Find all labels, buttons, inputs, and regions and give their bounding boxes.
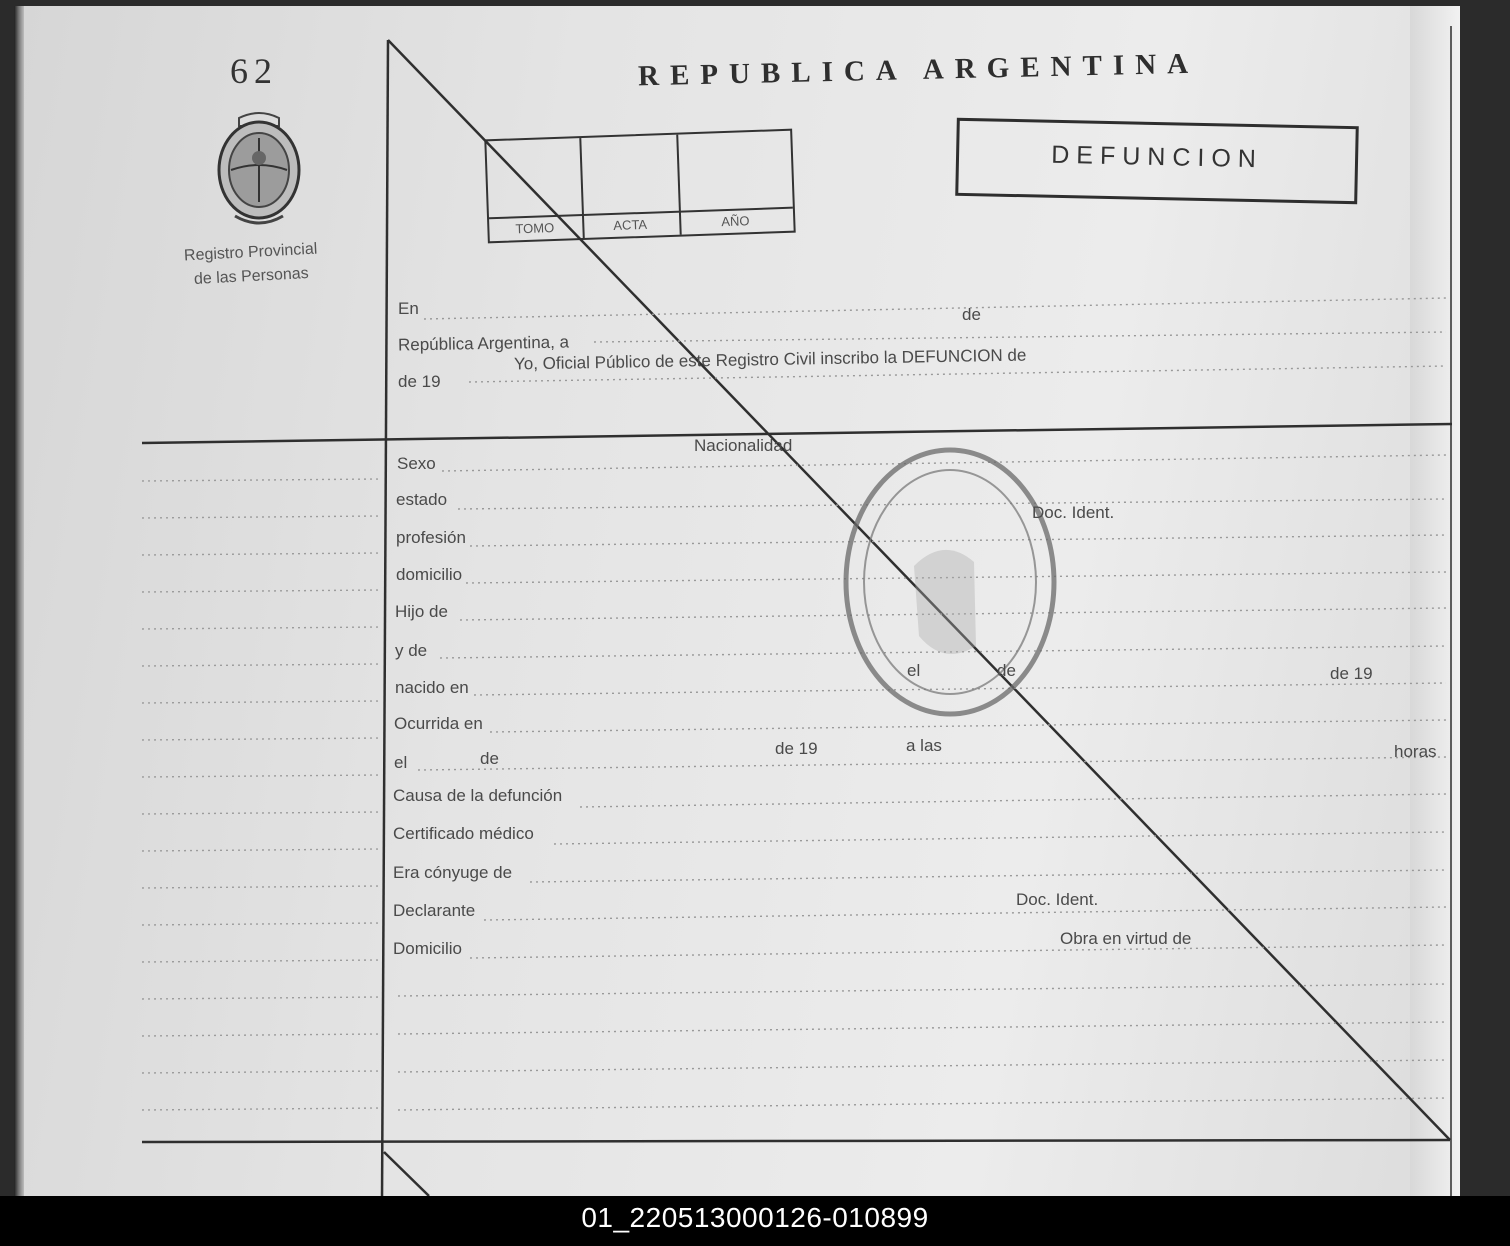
label-nacionalidad: Nacionalidad <box>694 436 793 455</box>
ref-label-anio: AÑO <box>721 213 750 230</box>
label-sexo: Sexo <box>397 454 436 473</box>
label-intro-de: de <box>962 305 981 324</box>
label-yo-oficial: Yo, Oficial Público de este Registro Civil inscribo la DEFUNCION de <box>513 345 1027 374</box>
page-number: 62 <box>230 51 278 91</box>
registry-name-line1: Registro Provincial <box>183 240 318 265</box>
label-estado: estado <box>396 490 448 509</box>
label-obra-en-virtud: Obra en virtud de <box>1060 929 1192 948</box>
label-profesion: profesión <box>396 528 466 547</box>
registry-name-line2: de las Personas <box>193 265 310 288</box>
label-intro-de19: de 19 <box>398 372 441 391</box>
label-y-de: y de <box>395 641 428 660</box>
label-horas: horas <box>1394 742 1437 761</box>
label-nac-de: de <box>997 661 1016 680</box>
label-doc-ident-1: Doc. Ident. <box>1032 503 1115 522</box>
label-doc-ident-2: Doc. Ident. <box>1016 890 1099 909</box>
label-ocurrida-en: Ocurrida en <box>394 714 483 733</box>
label-conyuge: Era cónyuge de <box>393 863 513 882</box>
image-id-footer: 01_220513000126-010899 <box>0 1196 1510 1246</box>
ref-label-acta: ACTA <box>613 216 648 233</box>
act-type-label: DEFUNCION <box>1051 140 1264 174</box>
label-fecha-de: de <box>480 749 499 768</box>
ref-label-tomo: TOMO <box>515 220 555 237</box>
label-nac-el: el <box>907 661 921 680</box>
label-declarante: Declarante <box>393 901 476 920</box>
label-certificado: Certificado médico <box>393 824 534 843</box>
register-page <box>14 6 1460 1196</box>
label-domicilio-declarante: Domicilio <box>393 939 462 958</box>
label-fecha-de19: de 19 <box>775 739 818 758</box>
label-domicilio: domicilio <box>396 565 463 584</box>
label-causa: Causa de la defunción <box>393 786 563 805</box>
form-lines <box>14 6 1460 1196</box>
label-nac-de19: de 19 <box>1330 664 1373 683</box>
label-nacido-en: nacido en <box>395 678 469 697</box>
label-a-las: a las <box>906 736 942 755</box>
official-stamp <box>846 450 1054 714</box>
label-fecha-el: el <box>394 753 408 772</box>
label-hijo-de: Hijo de <box>395 602 448 621</box>
country-title: REPUBLICA ARGENTINA <box>637 47 1200 93</box>
label-en: En <box>398 299 419 318</box>
label-republica: República Argentina, a <box>397 332 570 355</box>
